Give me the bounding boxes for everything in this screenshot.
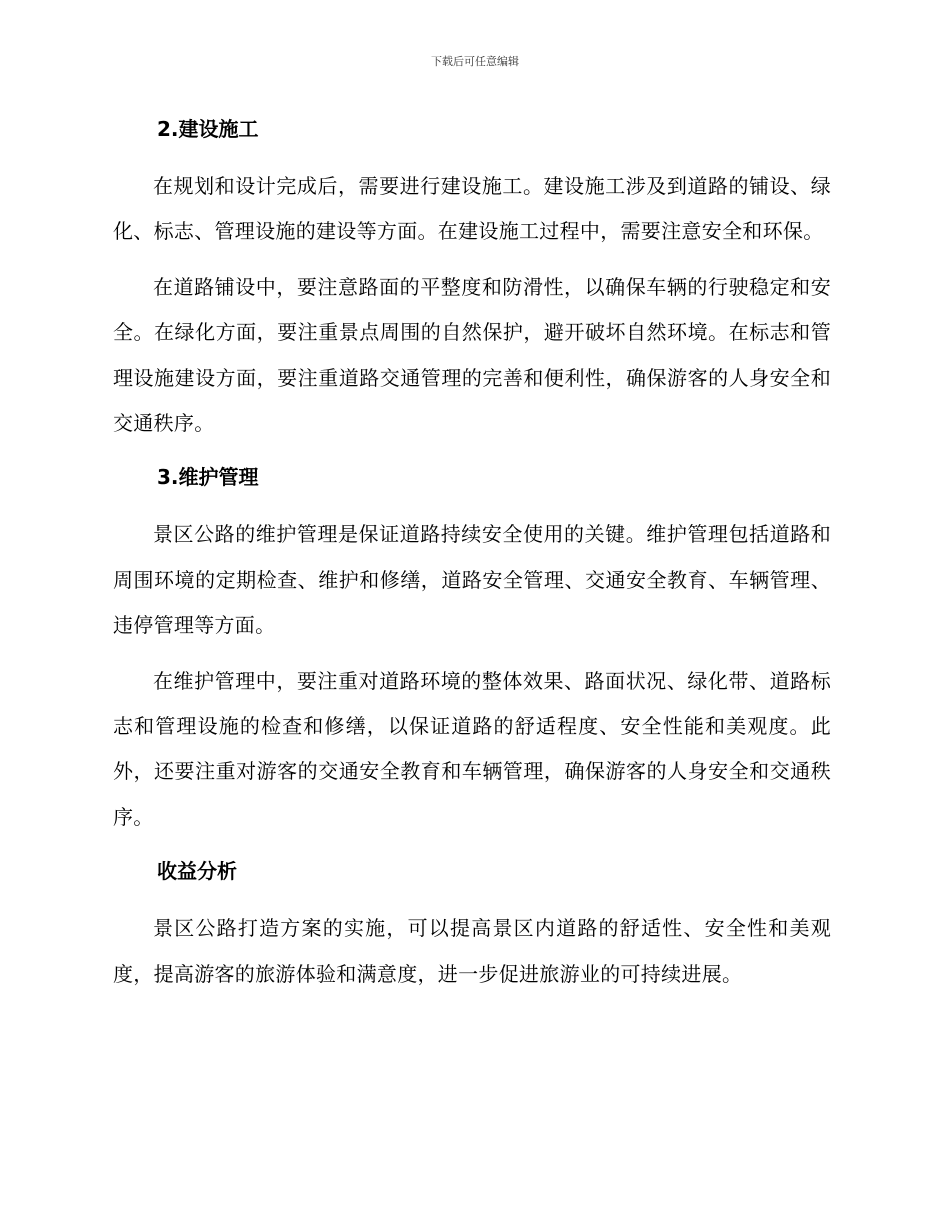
document-body [113, 112, 831, 997]
paragraph: 在道路铺设中，要注意路面的平整度和防滑性，以确保车辆的行驶稳定和安全。在绿化方面，要注重景点周围的自然保护，避开破坏自然环境。在标志和管理设施建设方面，要注重道路交通管理的完善和便利性，确保游客的人身安全和交通秩序。 [113, 274, 831, 436]
paragraph: 在规划和设计完成后，需要进行建设施工。建设施工涉及到道路的铺设、绿化、标志、管理设施的建设等方面。在建设施工过程中，需要注意安全和环保。 [113, 174, 831, 244]
header-note: 下载后可任意编辑 [431, 55, 519, 68]
paragraph: 景区公路的维护管理是保证道路持续安全使用的关键。维护管理包括道路和周围环境的定期检查、维护和修缮，道路安全管理、交通安全教育、车辆管理、违停管理等方面。 [113, 522, 831, 638]
paragraph: 景区公路打造方案的实施，可以提高景区内道路的舒适性、安全性和美观度，提高游客的旅游体验和满意度，进一步促进旅游业的可持续进展。 [113, 916, 831, 986]
section-heading-construction: 2.建设施工 [157, 117, 259, 141]
paragraph: 在维护管理中，要注重对道路环境的整体效果、路面状况、绿化带、道路标志和管理设施的检查和修缮，以保证道路的舒适程度、安全性能和美观度。此外，还要注重对游客的交通安全教育和车辆管理，确保游客的人身安全和交通秩序。 [113, 668, 831, 829]
section-heading-benefit-analysis: 收益分析 [157, 859, 237, 884]
section-heading-maintenance: 3.维护管理 [157, 465, 259, 490]
